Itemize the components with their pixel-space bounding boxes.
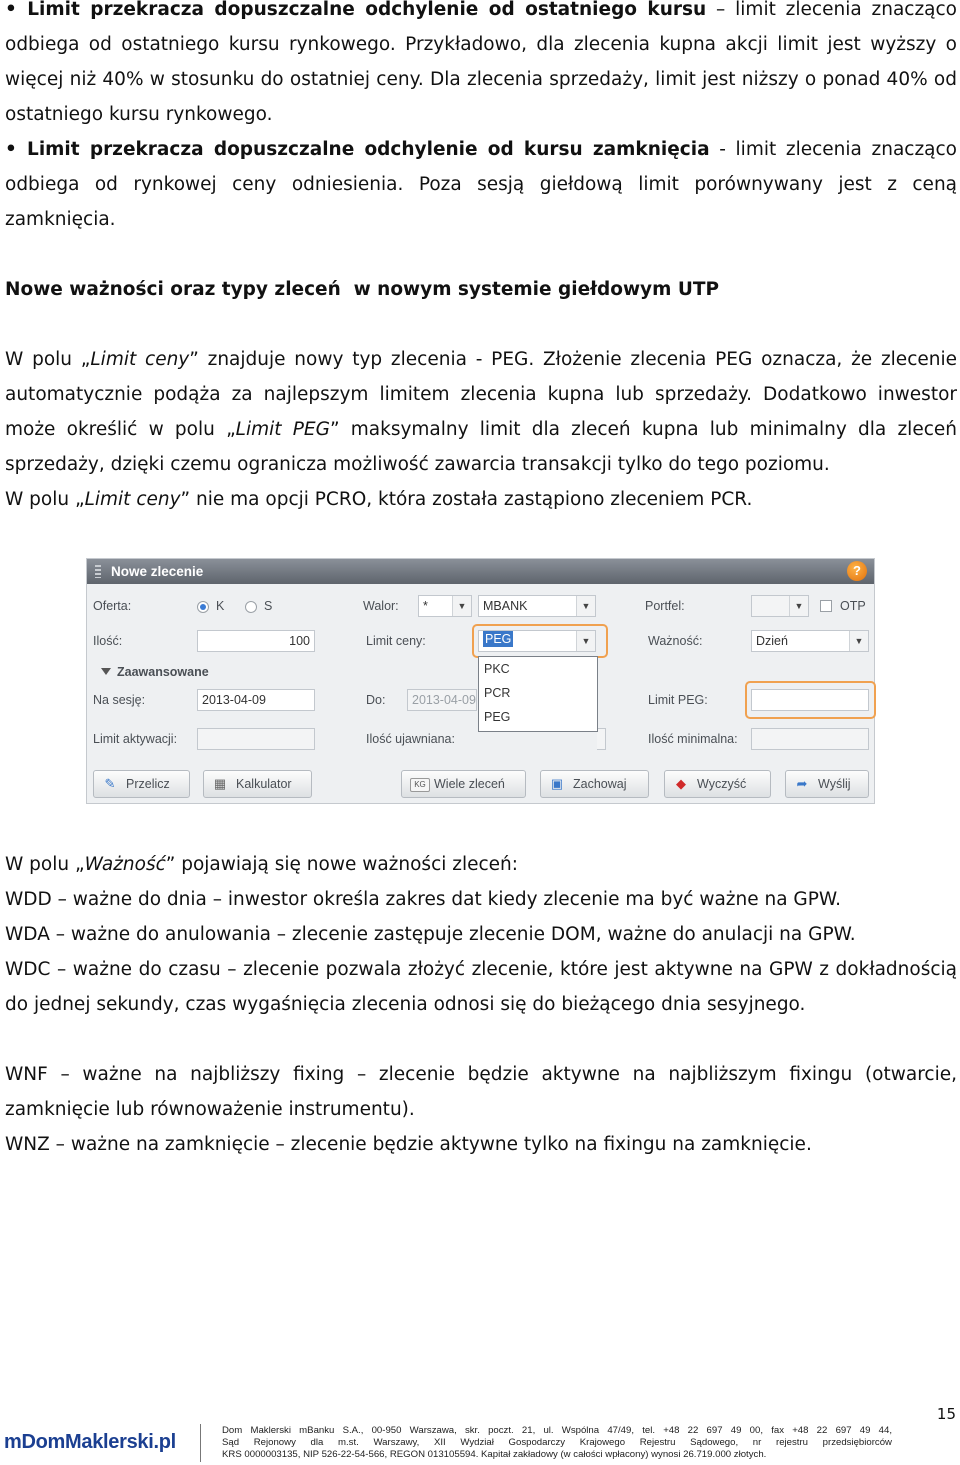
ilosc-input[interactable]: 100	[197, 630, 315, 652]
emphasis: Limit ceny	[90, 349, 190, 370]
wyczysc-label: Wyczyść	[697, 777, 747, 791]
calculator-icon: ▦	[213, 776, 227, 791]
ilosc-ujawniana-input[interactable]	[597, 728, 606, 750]
limit-ceny-highlight	[472, 624, 608, 658]
text-span: ” nie ma opcji PCRO, która została zastąpiono zleceniem PCR.	[180, 489, 753, 510]
validity-wdd: WDD – ważne do dnia – inwestor określa zakres dat kiedy zlecenie ma być ważne na GPW.	[5, 889, 841, 910]
walor-label: Walor:	[363, 599, 399, 613]
ilosc-label: Ilość:	[93, 634, 123, 648]
wyczysc-button[interactable]	[664, 770, 771, 798]
przelicz-label: Przelicz	[126, 777, 170, 791]
dropdown-option-peg[interactable]: PEG	[484, 710, 511, 724]
przelicz-button[interactable]	[93, 770, 190, 798]
validity-wnf: WNF – ważne na najbliższy fixing – zlecenie będzie aktywne na najbliższym fixingu (otwarcie, zamknięcie lub równoważenie instrumentu).	[5, 1064, 957, 1120]
limit-peg-highlight	[745, 681, 876, 719]
emphasis: Limit ceny	[84, 489, 181, 510]
walor-value: MBANK	[483, 599, 528, 613]
do-input[interactable]: 2013-04-09	[407, 689, 477, 711]
footer-divider	[200, 1424, 201, 1462]
drag-grip-icon[interactable]	[95, 565, 101, 578]
walor-select[interactable]	[478, 595, 596, 617]
text-span: ” znajduje nowy typ zlecenia - PEG. Złożenie zlecenia PEG oznacza, że zlecenie automatycznie podąża za najlepszym limitem zlecenia kupna lub sprzedaży. Dodatkowo inwestor może określić w polu „	[5, 349, 957, 440]
limit-ceny-value: PEG	[485, 632, 512, 646]
eraser-icon: ◆	[676, 776, 686, 791]
zachowaj-button[interactable]	[540, 770, 649, 798]
chevron-down-icon: ▼	[452, 596, 471, 616]
section-heading: Nowe ważności oraz typy zleceń w nowym systemie giełdowym UTP	[5, 279, 720, 300]
do-label: Do:	[366, 693, 386, 707]
text-span: W polu „	[5, 854, 85, 875]
waznosc-value: Dzień	[756, 634, 788, 648]
text-span: W polu „	[5, 349, 91, 370]
emphasis: Limit PEG	[235, 419, 330, 440]
chevron-down-icon: ▼	[576, 631, 595, 651]
bullet-text: - limit zlecenia znacząco odbiega od rynkowej ceny odniesienia. Poza sesją giełdową limit porównywany jest z ceną zamknięcia.	[5, 139, 957, 230]
portfel-select[interactable]	[751, 595, 809, 617]
chevron-down-icon: ▼	[849, 631, 868, 651]
dropdown-option-pkc[interactable]: PKC	[484, 662, 510, 676]
brand-logo: mDomMaklerski.pl	[4, 1431, 176, 1453]
bullet-title: • Limit przekracza dopuszczalne odchylenie od ostatniego kursu	[5, 0, 707, 20]
kalkulator-button[interactable]	[203, 770, 312, 798]
footer-line-2: Sąd Rejonowy dla m.st. Warszawy, XII Wydział Gospodarczy Krajowego Rejestru Sądowego, nr rejestru przedsiębiorców	[222, 1437, 892, 1448]
limit-ceny-label: Limit ceny:	[366, 634, 426, 648]
order-form-screenshot	[86, 558, 875, 804]
walor-filter-value: *	[423, 599, 428, 613]
triangle-down-icon	[101, 668, 111, 675]
wiele-zlecen-button[interactable]	[401, 770, 526, 798]
zachowaj-label: Zachowaj	[573, 777, 627, 791]
chevron-down-icon: ▼	[576, 596, 595, 616]
wiele-zlecen-label: Wiele zleceń	[434, 777, 505, 791]
paragraph-peg	[5, 342, 957, 482]
advanced-toggle[interactable]	[101, 665, 209, 679]
validity-wdc: WDC – ważne do czasu – zlecenie pozwala złożyć zlecenie, które jest aktywne na GPW z dokładnością do jednej sekundy, czas wygaśnięcia zlecenia odnosi się do bieżącego dnia sesyjnego.	[5, 959, 957, 1015]
dropdown-option-pcr[interactable]: PCR	[484, 686, 511, 700]
radio-buy-label: K	[216, 599, 225, 613]
paragraph-close-price-deviation	[5, 132, 957, 237]
paragraph-validity-intro	[5, 847, 957, 882]
bullet-text: – limit zlecenia znacząco odbiega od ostatniego kursu rynkowego. Przykładowo, dla zlecenia kupna akcji limit jest wyższy o więcej niż 40% w stosunku do ostatniej ceny. Dla zlecenia sprzedaży, limit jest niższy o ponad 40% od ostatniego kursu rynkowego.	[5, 0, 957, 125]
na-sesje-input[interactable]: 2013-04-09	[197, 689, 315, 711]
text-span: W polu „	[5, 489, 85, 510]
paragraph-last-price-deviation	[5, 0, 957, 132]
kg-badge-icon: KG	[410, 778, 430, 792]
ilosc-ujawniana-label: Ilość ujawniana:	[366, 732, 455, 746]
send-arrow-icon: ➦	[796, 776, 808, 791]
wyslij-button[interactable]	[785, 770, 869, 798]
bullet-title: • Limit przekracza dopuszczalne odchylenie od kursu zamknięcia	[5, 139, 710, 160]
wyslij-label: Wyślij	[818, 777, 851, 791]
validity-wnz: WNZ – ważne na zamknięcie – zlecenie będzie aktywne tylko na fixingu na zamknięcie.	[5, 1134, 812, 1155]
waznosc-label: Ważność:	[648, 634, 703, 648]
radio-sell-label: S	[264, 599, 273, 613]
oferta-label: Oferta:	[93, 599, 132, 613]
save-disk-icon: ▣	[550, 776, 564, 791]
radio-buy[interactable]	[197, 601, 209, 613]
limit-aktywacji-label: Limit aktywacji:	[93, 732, 178, 746]
ilosc-minimalna-input[interactable]	[751, 728, 869, 750]
order-form-titlebar	[87, 559, 874, 584]
paragraph-pcro	[5, 482, 957, 517]
footer-line-1: Dom Maklerski mBanku S.A., 00-950 Warszawa, skr. poczt. 21, ul. Wspólna 47/49, tel. +48 22 697 49 00, fax +48 22 697 49 44,	[222, 1425, 892, 1436]
limit-peg-label: Limit PEG:	[648, 693, 708, 707]
otp-label: OTP	[840, 599, 866, 613]
advanced-label: Zaawansowane	[117, 665, 209, 679]
footer-line-3: KRS 0000003135, NIP 526-22-54-566, REGON 013105594. Kapitał zakładowy (w całości wpłacony) wynosi 26.719.000 złotych.	[222, 1449, 767, 1460]
text-span: ” maksymalny limit dla zleceń kupna lub minimalny dla zleceń sprzedaży, dzięki czemu ogranicza możliwość zawarcia transakcji tylko do tego poziomu.	[5, 419, 957, 475]
otp-checkbox[interactable]	[820, 600, 832, 612]
limit-ceny-dropdown	[478, 656, 598, 732]
footer-legal-text	[222, 1425, 892, 1461]
limit-aktywacji-input[interactable]	[197, 728, 315, 750]
waznosc-select[interactable]	[751, 630, 869, 652]
order-form-title: Nowe zlecenie	[111, 564, 204, 579]
walor-filter-select[interactable]	[418, 595, 472, 617]
na-sesje-label: Na sesję:	[93, 693, 146, 707]
kalkulator-label: Kalkulator	[236, 777, 292, 791]
ilosc-minimalna-label: Ilość minimalna:	[648, 732, 738, 746]
help-icon[interactable]: ?	[847, 561, 867, 581]
portfel-label: Portfel:	[645, 599, 685, 613]
page-number: 15	[936, 1405, 956, 1423]
emphasis: Ważność	[84, 854, 166, 875]
chevron-down-icon: ▼	[789, 596, 808, 616]
validity-wda: WDA – ważne do anulowania – zlecenie zastępuje zlecenie DOM, ważne do anulacji na GPW.	[5, 924, 856, 945]
calculator-pen-icon: ✎	[104, 776, 116, 791]
text-span: ” pojawiają się nowe ważności zleceń:	[165, 854, 519, 875]
radio-sell[interactable]	[245, 601, 257, 613]
